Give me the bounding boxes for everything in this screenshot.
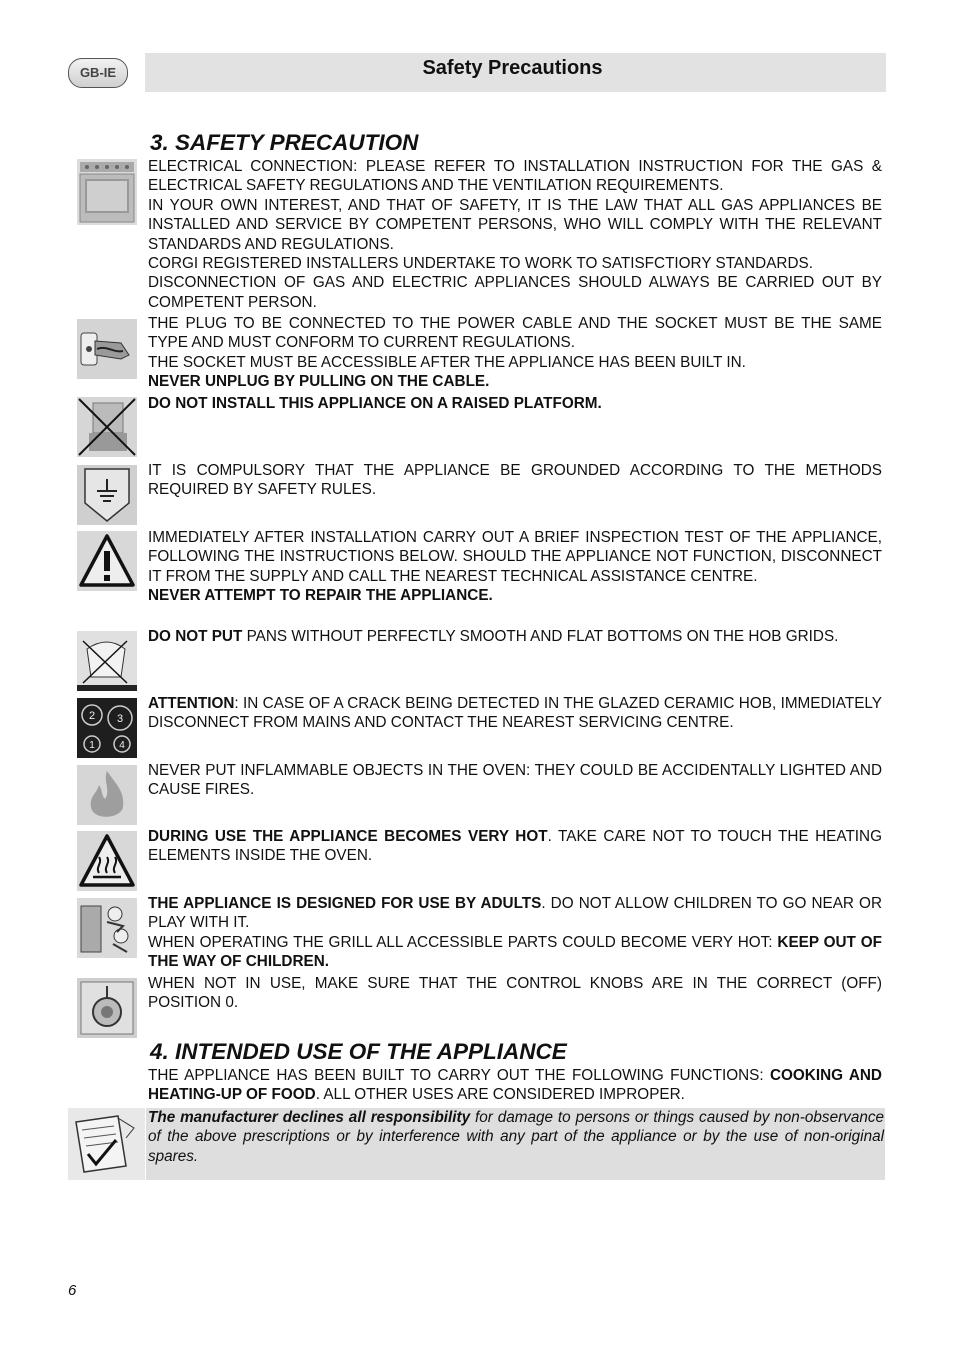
page-title: Safety Precautions <box>422 57 603 79</box>
block-inflammable: NEVER PUT INFLAMMABLE OBJECTS IN THE OVEN: THEY COULD BE ACCIDENTALLY LIGHTED AND CAUSE FIRES. <box>148 762 882 799</box>
block-intended-use: THE APPLIANCE HAS BEEN BUILT TO CARRY OUT THE FOLLOWING FUNCTIONS: COOKING AND HEATING-UP OF FOOD. ALL OTHER USES ARE CONSIDERED IMPROPER. <box>148 1067 882 1104</box>
section-4-heading: 4. INTENDED USE OF THE APPLIANCE <box>150 1039 567 1064</box>
block-very-hot: DURING USE THE APPLIANCE BECOMES VERY HOT. TAKE CARE NOT TO TOUCH THE HEATING ELEMENTS INSIDE THE OVEN. <box>148 828 882 865</box>
no-raised-platform-icon <box>77 397 137 457</box>
block-children: THE APPLIANCE IS DESIGNED FOR USE BY ADULTS. DO NOT ALLOW CHILDREN TO GO NEAR OR PLAY WITH IT. WHEN OPERATING THE GRILL ALL ACCESSIBLE PARTS COULD BECOME VERY HOT: KEEP OUT OF THE WAY OF CHILDREN. <box>148 895 882 971</box>
knob-off-icon <box>77 978 137 1038</box>
block-knobs-off: WHEN NOT IN USE, MAKE SURE THAT THE CONTROL KNOBS ARE IN THE CORRECT (OFF) POSITION 0. <box>148 975 882 1012</box>
section-3-heading: 3. SAFETY PRECAUTION <box>150 130 419 155</box>
hob-number-1: 1 <box>89 740 95 751</box>
hob-number-2: 2 <box>88 710 96 722</box>
notice-text: The manufacturer declines all responsibility for damage to persons or things caused by non-observance of the above prescriptions or by interference with any part of the appliance or by the use of non-original spares. <box>148 1109 884 1165</box>
language-badge: GB-IE <box>68 58 128 88</box>
flame-icon <box>77 765 137 825</box>
no-uneven-pans-icon <box>77 631 137 691</box>
block-inspection: IMMEDIATELY AFTER INSTALLATION CARRY OUT A BRIEF INSPECTION TEST OF THE APPLIANCE, FOLLOWING THE INSTRUCTIONS BELOW. SHOULD THE APPLIANCE NOT FUNCTION, DISCONNECT IT FROM THE SUPPLY AND CALL THE NEAREST TECHNICAL ASSISTANCE CENTRE. NEVER ATTEMPT TO REPAIR THE APPLIANCE. <box>148 529 882 605</box>
hob-number-3: 3 <box>116 713 124 725</box>
checklist-icon <box>68 1108 146 1180</box>
block-pans: DO NOT PUT PANS WITHOUT PERFECTLY SMOOTH AND FLAT BOTTOMS ON THE HOB GRIDS. <box>148 628 839 645</box>
page-number: 6 <box>68 1282 77 1299</box>
block-raised-platform: DO NOT INSTALL THIS APPLIANCE ON A RAISED PLATFORM. <box>148 395 602 412</box>
warning-icon <box>77 531 137 591</box>
hot-surface-icon <box>77 831 137 891</box>
block-ceramic-hob: ATTENTION: IN CASE OF A CRACK BEING DETECTED IN THE GLAZED CERAMIC HOB, IMMEDIATELY DISCONNECT FROM MAINS AND CONTACT THE NEAREST SERVICING CENTRE. <box>148 695 882 732</box>
grounding-icon <box>77 465 137 525</box>
children-icon <box>77 898 137 958</box>
block-electrical-connection: ELECTRICAL CONNECTION: PLEASE REFER TO INSTALLATION INSTRUCTION FOR THE GAS & ELECTRICAL SAFETY REGULATIONS AND THE VENTILATION REQUIREMENTS. IN YOUR OWN INTEREST, AND THAT OF SAFETY, IT IS THE LAW THAT ALL GAS APPLIANCES BE INSTALLED AND SERVICE BY COMPETENT PERSONS, WHO WILL COMPLY WITH THE RELEVANT STANDARDS AND REGULATIONS. CORGI REGISTERED INSTALLERS UNDERTAKE TO WORK TO SATISFCTIORY STANDARDS. DISCONNECTION OF GAS AND ELECTRIC APPLIANCES SHOULD ALWAYS BE CARRIED OUT BY COMPETENT PERSON. <box>148 158 882 311</box>
page-header <box>145 53 886 92</box>
block-plug-socket: THE PLUG TO BE CONNECTED TO THE POWER CABLE AND THE SOCKET MUST BE THE SAME TYPE AND MUST CONFORM TO CURRENT REGULATIONS. THE SOCKET MUST BE ACCESSIBLE AFTER THE APPLIANCE HAS BEEN BUILT IN. NEVER UNPLUG BY PULLING ON THE CABLE. <box>148 315 882 391</box>
cooker-icon <box>77 159 137 225</box>
hob-number-4: 4 <box>119 740 125 751</box>
manufacturer-notice <box>68 1108 885 1180</box>
ceramic-hob-icon <box>77 698 137 758</box>
block-grounding: IT IS COMPULSORY THAT THE APPLIANCE BE GROUNDED ACCORDING TO THE METHODS REQUIRED BY SAFETY RULES. <box>148 462 882 499</box>
plug-icon <box>77 319 137 379</box>
